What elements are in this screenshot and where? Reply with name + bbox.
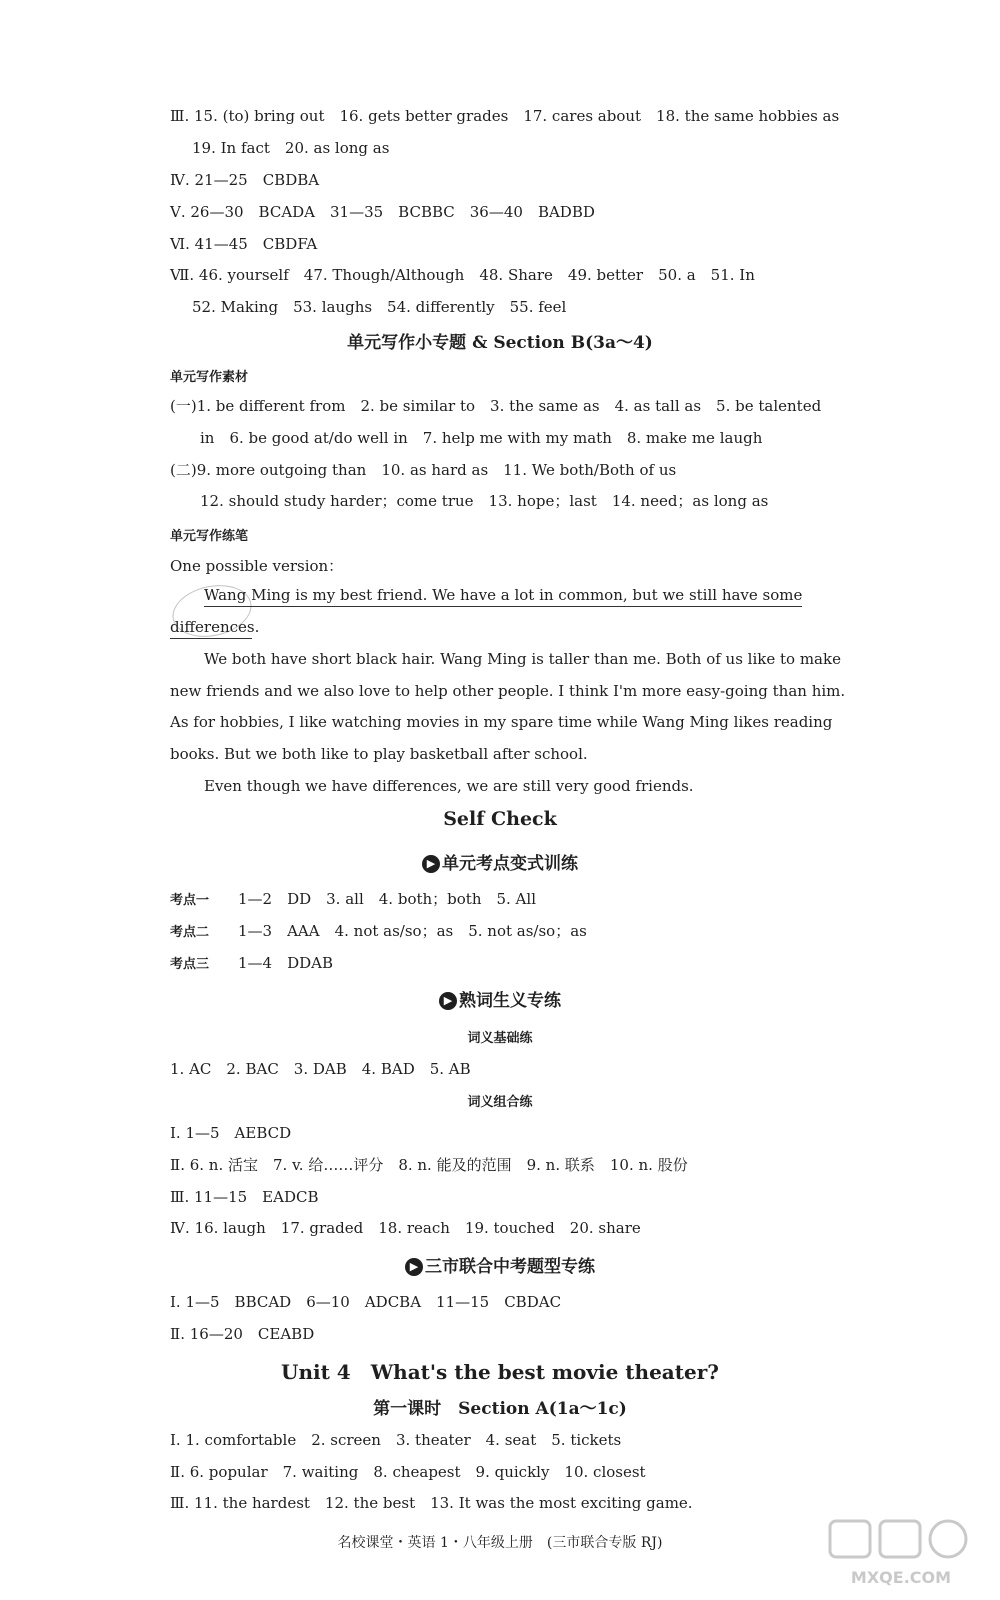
answer-row: Ⅱ. 16—20 CEABD (170, 1325, 315, 1343)
essay-line: new friends and we also love to help other people. I think I'm more easy-going than him. (170, 682, 846, 700)
answer-row: 1—3 AAA 4. not as/so；as 5. not as/so；as (238, 922, 587, 940)
arrow-right-icon: ▶ (405, 1258, 423, 1276)
answer-row: Ⅳ. 16. laugh 17. graded 18. reach 19. touched 20. share (170, 1219, 641, 1237)
answer-row: Ⅱ. 6. n. 活宝 7. v. 给……评分 8. n. 能及的范围 9. n. 联系 10. n. 股份 (170, 1156, 688, 1174)
answer-row: Ⅰ. 1—5 AEBCD (170, 1124, 292, 1142)
answer-row: Ⅶ. 46. yourself 47. Though/Although 48. Share 49. better 50. a 51. In (170, 266, 755, 284)
answer-row: 1—4 DDAB (238, 954, 333, 972)
kaodian-label: 考点三 (170, 957, 210, 972)
subsection-label: 单元写作练笔 (170, 529, 249, 544)
svg-text:MXQE.COM: MXQE.COM (850, 1568, 952, 1587)
answer-row: Ⅲ. 15. (to) bring out 16. gets better grades 17. cares about 18. the same hobbies as (170, 107, 840, 125)
underline (204, 606, 802, 607)
answer-row: Ⅱ. 6. popular 7. waiting 8. cheapest 9. quickly 10. closest (170, 1463, 646, 1481)
essay-text: We both have short black hair. Wang Ming is taller than me. Both of us like to make (204, 650, 841, 668)
essay-line: Wang Ming is my best friend. We have a lot in common, but we still have some (204, 586, 803, 604)
subsection-label: 单元写作素材 (170, 370, 249, 385)
section-heading (0, 1252, 1000, 1277)
answer-row: Ⅲ. 11. the hardest 12. the best 13. It was the most exciting game. (170, 1494, 693, 1512)
answer-row: 52. Making 53. laughs 54. differently 55. feel (192, 298, 567, 316)
essay-intro: One possible version： (170, 557, 344, 575)
answer-row: in 6. be good at/do well in 7. help me with my math 8. make me laugh (200, 429, 763, 447)
watermark-logo (826, 1515, 976, 1590)
answer-row: 1—2 DD 3. all 4. both；both 5. All (238, 890, 536, 908)
section-heading (0, 986, 1000, 1011)
section-heading (0, 849, 1000, 874)
self-check-title: Self Check (443, 808, 557, 830)
arrow-right-icon: ▶ (422, 855, 440, 873)
essay-line (204, 650, 841, 668)
section-heading: 单元写作小专题 & Section B(3a～4) (347, 333, 653, 353)
essay-line: differences. (170, 618, 260, 636)
section-heading-text: 单元考点变式训练 (442, 854, 578, 874)
kaodian-label: 考点一 (170, 893, 210, 908)
section-heading-text: 熟词生义专练 (459, 991, 561, 1011)
answer-row: Ⅴ. 26—30 BCADA 31—35 BCBBC 36—40 BADBD (170, 203, 595, 221)
page-footer: 名校课堂・英语 1・八年级上册 (三市联合专版 RJ) (337, 1535, 663, 1551)
kaodian-label: 考点二 (170, 925, 210, 940)
essay-line: As for hobbies, I like watching movies in my spare time while Wang Ming likes reading (170, 713, 833, 731)
answer-row: Ⅲ. 11—15 EADCB (170, 1188, 319, 1206)
sub-heading: 词义组合练 (467, 1095, 533, 1110)
sub-heading: 词义基础练 (467, 1031, 533, 1046)
answer-row: Ⅰ. 1. comfortable 2. screen 3. theater 4. seat 5. tickets (170, 1431, 622, 1449)
answer-row: Ⅵ. 41—45 CBDFA (170, 235, 318, 253)
answer-row: (二)9. more outgoing than 10. as hard as 11. We both/Both of us (170, 461, 677, 479)
unit-title: Unit 4 What's the best movie theater? (281, 1360, 719, 1384)
underline (170, 638, 252, 639)
answer-row: Ⅰ. 1—5 BBCAD 6—10 ADCBA 11—15 CBDAC (170, 1293, 562, 1311)
essay-line: Even though we have differences, we are still very good friends. (204, 777, 694, 795)
answer-row: 12. should study harder；come true 13. hope；last 14. need；as long as (200, 492, 769, 510)
answer-row: 1. AC 2. BAC 3. DAB 4. BAD 5. AB (170, 1060, 471, 1078)
answer-row: (一)1. be different from 2. be similar to 3. the same as 4. as tall as 5. be talented (170, 397, 822, 415)
essay-line: books. But we both like to play basketball after school. (170, 745, 588, 763)
answer-row: 19. In fact 20. as long as (192, 139, 390, 157)
arrow-right-icon: ▶ (439, 992, 457, 1010)
lesson-title: 第一课时 Section A(1a～1c) (373, 1399, 627, 1419)
section-heading-text: 三市联合中考题型专练 (425, 1257, 595, 1277)
answer-row: Ⅳ. 21—25 CBDBA (170, 171, 320, 189)
